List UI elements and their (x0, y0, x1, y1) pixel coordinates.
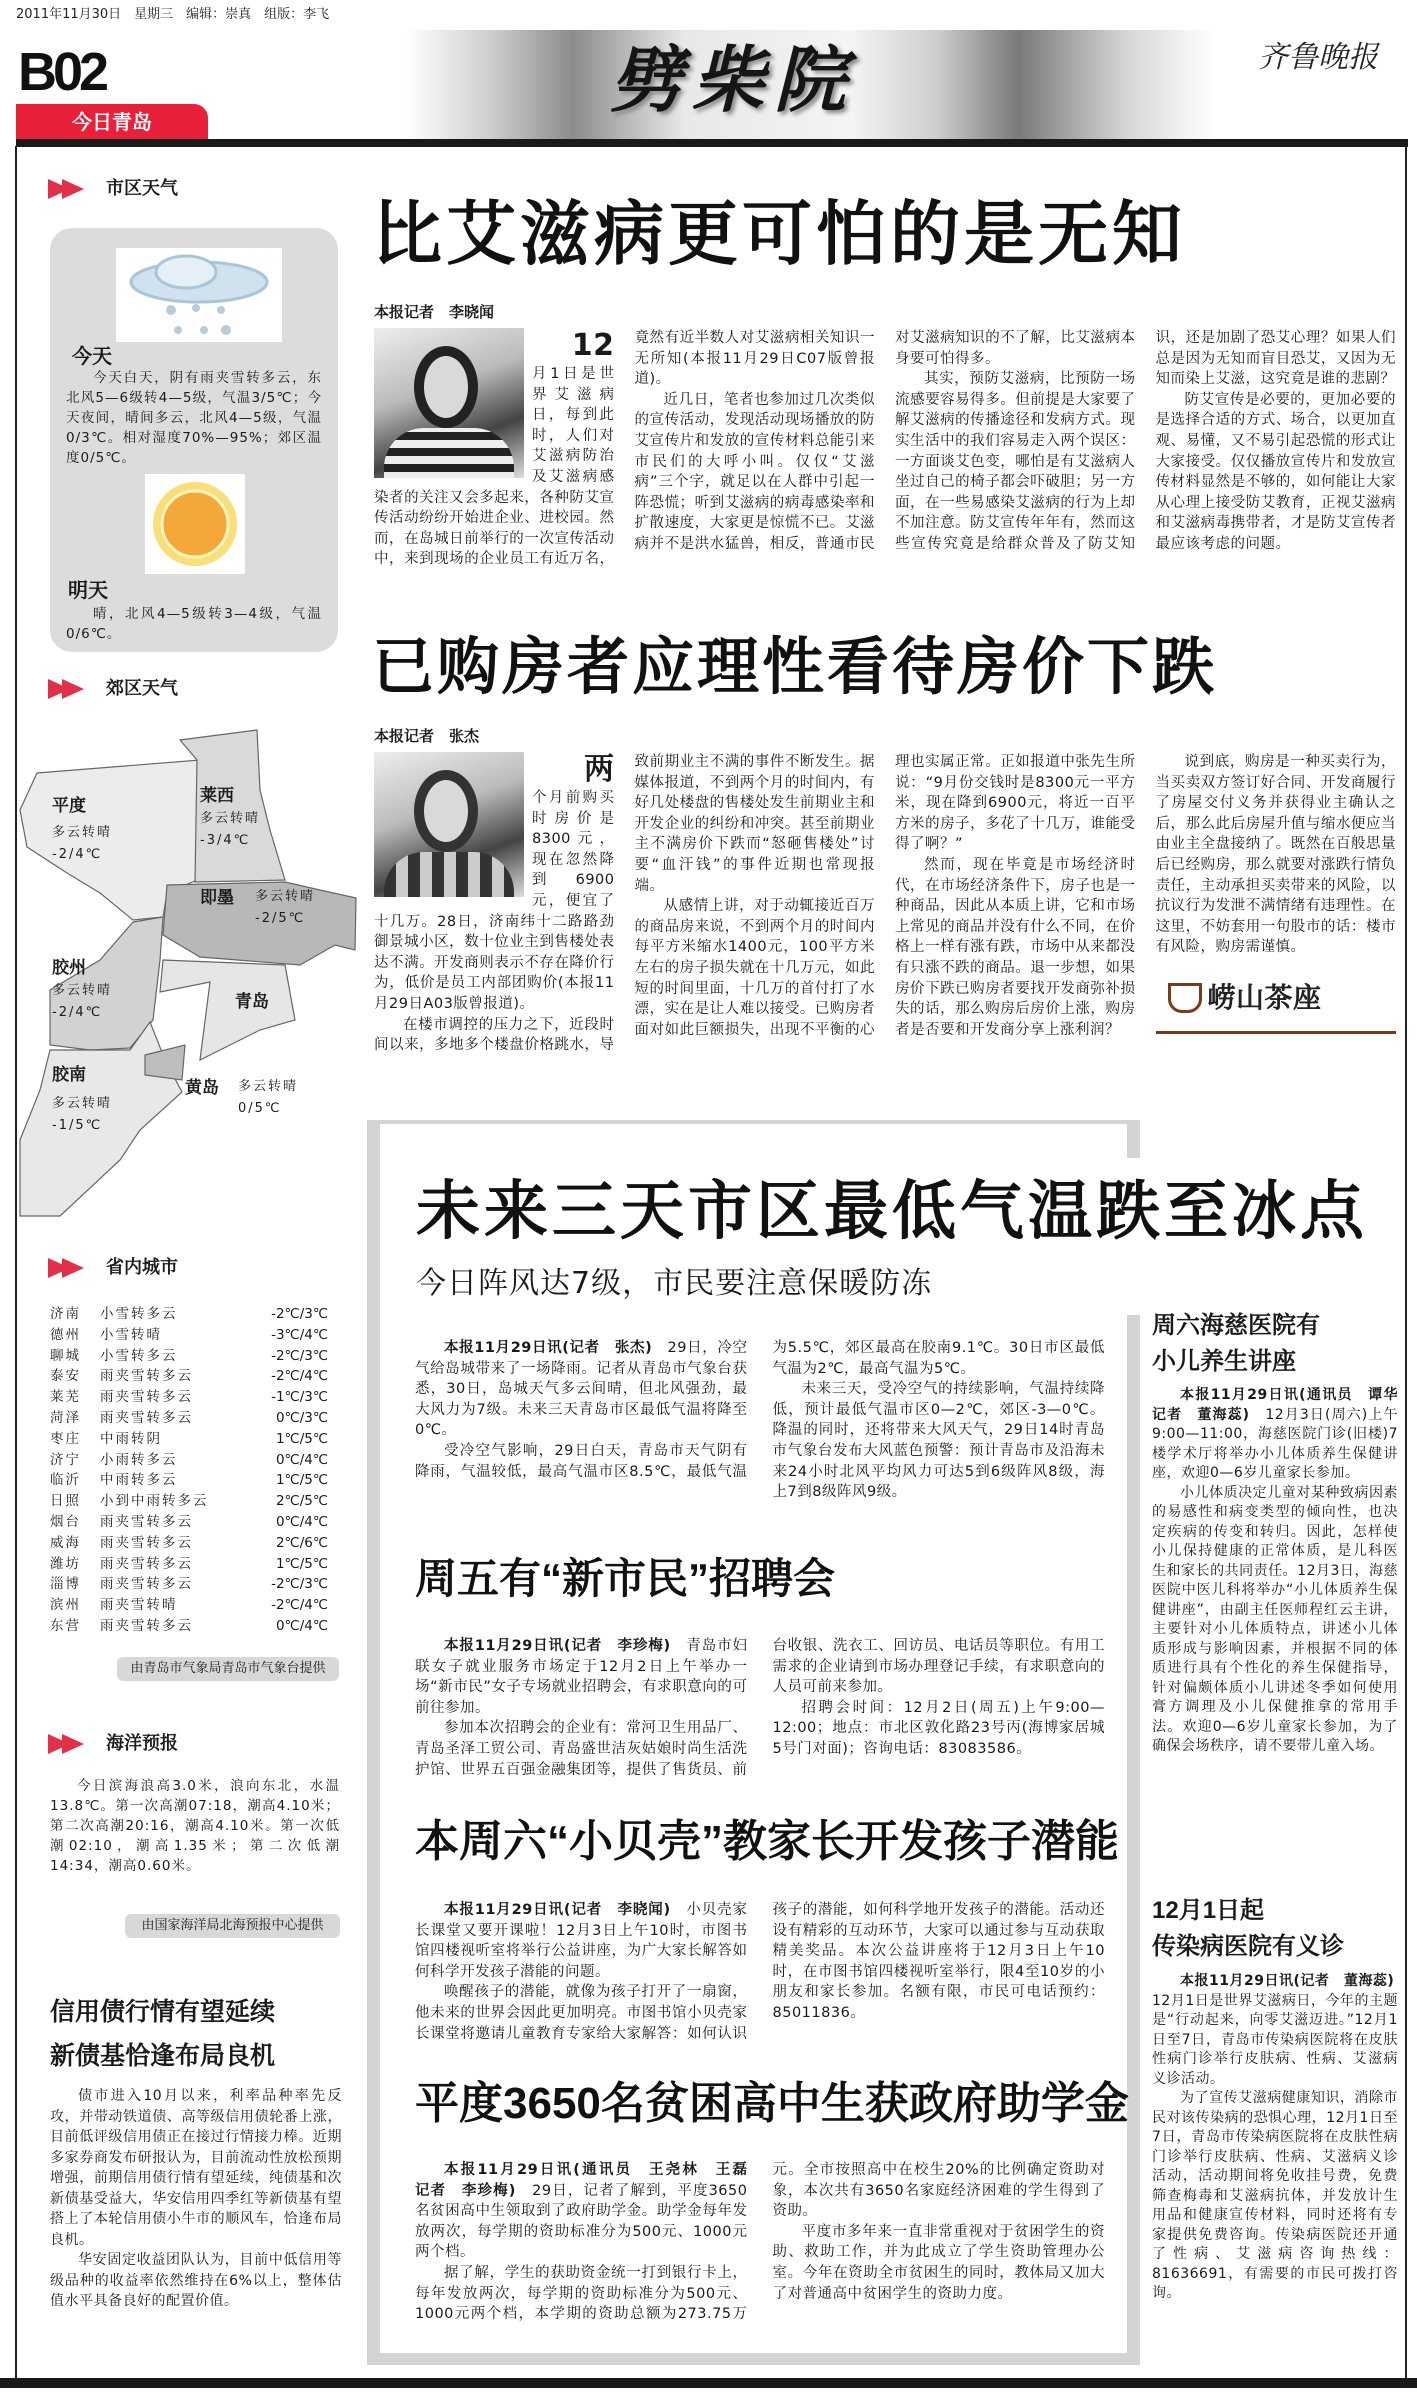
header-divider (16, 139, 1408, 147)
province-row (50, 1429, 328, 1450)
today-forecast-text: 今天白天，阴有雨夹雪转多云，东北风5—6级转4—5级，气温3/5℃；今天夜间，晴间多云，北风4—5级，气温0/3℃。相对湿度70%—95%；郊区温度0/5℃。 (66, 370, 322, 466)
headline-line-1: 周六海慈医院有 (1152, 1312, 1320, 1339)
map-region-weather: 多云转晴 (52, 983, 113, 998)
tomorrow-forecast-text: 晴，北风4—5级转3—4级，气温0/6℃。 (66, 606, 322, 642)
paragraph: 受冷空气影响，29日白天，青岛市天气阴有降雨，气温较低，最高气温市区8.5℃，最低气温为5.5℃，郊区最高在胶南9.1℃。30日市区最低气温为2℃，最高气温为5℃。 (415, 1340, 1105, 1480)
province-row (50, 1595, 328, 1616)
headline-line-1: 12月1日起 (1152, 1897, 1265, 1924)
province-row (50, 1616, 328, 1637)
housing-article-body (374, 752, 1396, 1056)
section-tab: 今日青岛 (16, 104, 208, 140)
ocean-forecast-header (48, 1733, 178, 1755)
city-name: 枣庄 (50, 1430, 81, 1447)
city-temp: 1℃/5℃ (275, 1430, 328, 1447)
map-region-temp: -2/5℃ (255, 911, 306, 926)
aids-article-body (374, 328, 1396, 570)
map-region-weather: 多云转晴 (255, 889, 316, 904)
paragraph: 小儿体质决定儿童对某种致病因素的易感性和病变类型的倾向性，也决定疾病的传变和转归。因此，怎样使小儿保持健康的正常体质，是儿科医生和家长的共同责任。12月3日，海慈医院中医儿科将举办“小儿体质养生保健讲座”，由副主任医师程红云主讲，主要针对小儿体质特点，讲述小儿体质形成与影响因素，并根据不同的体质进行具有个性化的养生保健指导，针对偏颇体质小儿讲述冬季如何使用膏方调理及小儿保健推拿的常用手法。欢迎0—6岁儿童家长参加，为了确保会场秩序，请不要带儿童入场。 (1152, 1484, 1398, 1754)
map-region-name: 莱西 (200, 786, 234, 806)
paragraph: 参加本次招聘会的企业有：常河卫生用品厂、青岛圣泽工贸公司、青岛盛世洁灰姑娘时尚生活洗护馆、世界五百强金融集团等，提供了售货员、前台收银、洗衣工、回访员、电话员等职位。有用工需求的企业请到市场办理登记手续，有求职意向的人员可前来参加。 (415, 1638, 1105, 1778)
city-temp: 2℃/5℃ (275, 1493, 328, 1510)
city-name: 德州 (50, 1326, 81, 1343)
dateline: 2011年11月30日 星期三 编辑：崇真 组版：李飞 (16, 7, 330, 22)
paragraph: 12月3日(周六)上午9:00—11:00，海慈医院门诊(旧楼)7楼学术厅将举办小儿体质养生保健讲座，欢迎0—6岁儿童家长参加。 (1152, 1406, 1398, 1481)
cold-headline: 未来三天市区最低气温跌至冰点 (416, 1175, 1368, 1247)
masthead-logo: 齐鲁晚报 (1258, 40, 1378, 75)
map-region-name: 平度 (52, 796, 86, 816)
city-name: 滨州 (50, 1597, 81, 1614)
paragraph: 小贝壳家长课堂又要开课啦！12月3日上午10时，市图书馆四楼视听室将举行公益讲座，为广大家长解答如何科学开发孩子潜能的问题。 (415, 1902, 748, 1980)
column-logo-text: 崂山茶座 (1207, 981, 1322, 1015)
city-temp: 0℃/4℃ (275, 1513, 328, 1530)
province-row (50, 1408, 328, 1429)
province-row (50, 1304, 328, 1325)
article-lead: 本报11月29日讯(记者 张杰) (444, 1340, 653, 1356)
city-temp: 1℃/5℃ (275, 1555, 328, 1572)
laoshan-tea-column-logo (1156, 966, 1397, 1034)
province-row (50, 1450, 328, 1471)
province-row (50, 1574, 328, 1595)
aids-byline: 本报记者 李晓闻 (374, 303, 495, 321)
paragraph: 从感情上讲，对于动辄接近百万的商品房来说，不到两个月的时间内每平方米缩水1400元，100平方米左右的房子损失就在十几万元，如此短的时间里面，十几万的首付打了水漂，实在是让人难以接受。已购房者面对如此巨额损失，出现不平衡的心理也实属正常。正如报道中张先生所说：“9月份交钱时是8300元一平方米，现在降到6900元，将近一百平方米的房子，多花了十几万，谁能受得了啊？” (634, 754, 1136, 1038)
bond-headline-line-2: 新债基恰逢布局良机 (50, 2042, 276, 2070)
dropcap: 12 (571, 328, 615, 363)
frame-right-top (1127, 1120, 1140, 1158)
paragraph: 华安固定收益团队认为，目前中低信用等级品种的收益率依然维持在6%以上，整体估值水平具备良好的配置价值。 (50, 2252, 342, 2309)
city-weather: 中雨转多云 (100, 1472, 178, 1489)
city-weather: 小雪转多云 (100, 1347, 178, 1364)
paragraph: 招聘会时间：12月2日(周五)上午9:00—12:00；地点：市北区敦化路23号丙(海博家居城5号门对面)；咨询电话：83083586。 (772, 1699, 1105, 1757)
section-title: 海洋预报 (106, 1733, 178, 1754)
grant-article-body (415, 2160, 1105, 2325)
jobs-article-body (415, 1636, 1105, 1780)
city-weather: 雨夹雪转晴 (100, 1597, 178, 1614)
city-temp: 0℃/3℃ (275, 1409, 328, 1426)
province-row (50, 1387, 328, 1408)
city-temp: 2℃/6℃ (275, 1534, 328, 1551)
city-name: 菏泽 (50, 1409, 81, 1426)
paragraph: 个月前购买时房价是8300元，现在忽然降到6900元，便宜了十几万。28日，济南纬十二路路劲御景城小区，数十位业主到售楼处表达不满。开发商则表示不存在降价行为，低价是员工内部团购价(本报11月29日A03版曾报道)。 (374, 790, 615, 1012)
suburb-weather-map (0, 660, 360, 1220)
province-row (50, 1554, 328, 1575)
headline-line-2: 小儿养生讲座 (1152, 1348, 1296, 1375)
city-temp: -2℃/4℃ (271, 1368, 328, 1385)
hospital-headline (1152, 1308, 1320, 1380)
province-row (50, 1325, 328, 1346)
frame-right (1127, 1315, 1140, 2365)
city-name: 日照 (50, 1493, 81, 1510)
city-weather: 小雪转多云 (100, 1306, 178, 1322)
city-name: 淄博 (50, 1576, 81, 1593)
weather-credit: 由青岛市气象局青岛市气象台提供 (117, 1657, 339, 1681)
map-region-weather: 多云转晴 (52, 1096, 113, 1111)
paragraph: 其实，预防艾滋病，比预防一场流感要容易得多。但前提是大家要了解艾滋病的传播途径和发病方式。现实生活中的我们容易走入两个误区：一方面谈艾色变，哪怕是有艾滋病人坐过自己的椅子都会吓破胆；另一方面，在一些易感染艾滋病的行为上却不加注意。防艾宣传年年有，然而这些宣传究竟是给群众普及了防艾知识，还是加剧了恐艾心理？如果人们总是因为无知而盲目恐艾，又因为无知而染上艾滋，这究竟是谁的悲剧？ (895, 330, 1396, 552)
rain-snow-cloud-icon (116, 248, 282, 342)
coffee-cup-icon (1168, 983, 1202, 1013)
city-name: 聊城 (50, 1347, 81, 1364)
section-title: 郊区天气 (106, 678, 178, 699)
city-name: 泰安 (50, 1368, 81, 1385)
city-weather: 小雪转晴 (100, 1326, 162, 1343)
hospital-article-body (1152, 1386, 1413, 1757)
paragraph: 青岛市妇联女子就业服务市场定于12月2日上午举办一场“新市民”女子专场就业招聘会，有求职意向的可前往参加。 (415, 1638, 748, 1716)
paragraph: 12月1日是世界艾滋病日，今年的主题是“行动起来，向零艾滋迈进。”12月1日至7日，青岛市传染病医院将在皮肤性病门诊举行皮肤病、性病、艾滋病义诊活动。 (1152, 1973, 1409, 2087)
aids-headline: 比艾滋病更可怕的是无知 (372, 195, 1186, 273)
page-border-right (1405, 146, 1407, 2384)
map-region-temp: -3/4℃ (200, 833, 251, 848)
province-row (50, 1470, 328, 1491)
frame-left (367, 1120, 380, 2365)
city-name: 潍坊 (50, 1555, 81, 1572)
ocean-forecast (50, 1776, 340, 1876)
city-name: 烟台 (50, 1513, 81, 1530)
map-region-weather: 多云转晴 (200, 811, 261, 826)
today-forecast (66, 368, 322, 468)
housing-headline: 已购房者应理性看待房价下跌 (372, 633, 1218, 702)
map-region-temp: -1/5℃ (52, 1118, 103, 1133)
shell-article-body (415, 1900, 1105, 2044)
region-laixi (180, 730, 285, 882)
map-region-temp: -2/4℃ (52, 1005, 103, 1020)
tomorrow-forecast (66, 604, 322, 644)
today-label: 今天 (72, 344, 112, 368)
shell-headline: 本周六“小贝壳”教家长开发孩子潜能 (415, 1817, 1119, 1866)
ocean-forecast-text: 今日滨海浪高3.0米，浪向东北，水温13.8℃。第一次高潮07:18，潮高4.10米；第二次高潮20:16，潮高4.10米。第一次低潮02:10，潮高1.35米；第二次低潮14:34，潮高0.60米。 (50, 1778, 340, 1874)
paragraph: 唤醒孩子的潜能，就像为孩子打开了一扇窗，他未来的世界会因此更加明亮。市图书馆小贝壳家长课堂将邀请儿童教育专家给大家解答：如何认识孩子的潜能，如何科学地开发孩子的潜能。活动还设有精彩的互动环节，大家可以通过参与互动获取精美奖品。本次公益讲座将于12月3日上午10时，在市图书馆四楼视听室举行，限4至10岁的小朋友和家长参加。名额有限，市民可电话预约：85011836。 (415, 1902, 1105, 2042)
city-temp: -3℃/4℃ (271, 1326, 328, 1343)
city-weather: 雨夹雪转多云 (100, 1576, 193, 1593)
city-weather: 雨夹雪转多云 (100, 1409, 193, 1426)
city-temp: 0℃/4℃ (275, 1451, 328, 1468)
paragraph: 为了宣传艾滋病健康知识，消除市民对该传染病的恐惧心理，12月1日至7日，青岛市传染病医院将在皮肤性病门诊举行皮肤病、性病、艾滋病义诊活动，活动期间将免收挂号费，免费筛查梅毒和艾滋病抗体，并发放计生用品和健康宣传材料，同时还将有专家提供免费咨询。传染病医院还开通了性病、艾滋病咨询热线：81636691，有需要的市民可拨打咨询。 (1152, 2090, 1398, 2301)
paragraph: 防艾宣传是必要的，更加必要的是选择合适的方式、场合，以更加直观、易懂，又不易引起恐慌的形式让大家接受。仅仅播放宣传片和发放宣传材料显然是不够的，如何能让大家从心理上接受防艾教育，正视艾滋病和艾滋病毒携带者，才是防艾宣传者最应该考虑的问题。 (1155, 391, 1396, 552)
map-region-name: 黄岛 (185, 1078, 219, 1098)
city-name: 临沂 (50, 1472, 81, 1489)
city-name: 东营 (50, 1617, 81, 1634)
headline-line-2: 传染病医院有义诊 (1152, 1933, 1344, 1960)
section-title: 市区天气 (106, 178, 178, 199)
city-temp: 0℃/4℃ (275, 1617, 328, 1634)
paragraph: 29日，冷空气给岛城带来了一场降雨。记者从青岛市气象台获悉，30日，岛城天气多云间晴，但北风强劲，最大风力为7级。未来三天青岛市区最低气温将降至0℃。 (415, 1340, 748, 1439)
jobs-headline: 周五有“新市民”招聘会 (415, 1555, 836, 1602)
frame-top (367, 1120, 1140, 1124)
frame-bottom (367, 2353, 1140, 2365)
city-name: 济南 (50, 1306, 81, 1322)
page-border-left (15, 146, 17, 2384)
footer-divider (0, 2378, 1417, 2388)
page-number: B02 (18, 42, 106, 102)
clinic-article-body (1152, 1972, 1409, 2304)
tomorrow-label: 明天 (68, 578, 108, 602)
article-lead: 本报11月29日讯(记者 李晓闻) (444, 1902, 671, 1918)
paragraph: 月1日是世界艾滋病日，每到此时，人们对艾滋病防治及艾滋病感染者的关注又会多起来，各种防艾宣传活动纷纷开始进企业、进校园。然而，在岛城日前举行的一次宣传活动中，来到现场的企业员工有近万名，竟然有近半数人对艾滋病相关知识一无所知(本报11月29日C07版曾报道)。 (374, 330, 875, 568)
bond-headline (50, 1990, 275, 2078)
paragraph: 在楼市调控的压力之下，近段时间以来，多地多个楼盘价格跳水，导致前期业主不满的事件不断发生。据媒体报道，不到两个月的时间内，有好几处楼盘的售楼处发生前期业主和开发企业的纠纷和冲突。甚至前期业主不满房价下跌而“怒砸售楼处”讨要“血汗钱”的事件近期也常现报端。 (374, 754, 875, 1054)
city-weather: 雨夹雪转多云 (100, 1389, 193, 1406)
paragraph: 29日，记者了解到，平度3650名贫困高中生领取到了政府助学金。助学金每年发放两次，每学期的资助标准分为500元、1000元两个档。 (415, 2182, 748, 2261)
map-region-temp: 0/5℃ (238, 1101, 282, 1116)
province-row (50, 1366, 328, 1387)
city-weather: 雨夹雪转多云 (100, 1534, 193, 1551)
cold-subtitle: 今日阵风达7级，市民要注意保暖防冻 (416, 1266, 933, 1301)
column-title-calligraphy: 劈柴院 (610, 37, 857, 122)
city-temp: 1℃/5℃ (275, 1472, 328, 1489)
reporter-photo (374, 328, 524, 478)
city-temp: -2℃/4℃ (271, 1597, 328, 1614)
clinic-headline (1152, 1893, 1344, 1965)
city-weather: 中雨转阴 (100, 1430, 162, 1447)
sun-icon (145, 474, 245, 574)
dropcap: 两 (584, 752, 615, 787)
province-row (50, 1533, 328, 1554)
city-name: 威海 (50, 1534, 81, 1551)
paragraph: 近几日，笔者也参加过几次类似的宣传活动，发现活动现场播放的防艾宣传片和发放的宣传材料总能引来市民们的大呼小叫。仅仅“艾滋病”三个字，就足以在人群中引起一阵恐慌；听到艾滋病的病毒感染率和扩散速度，大家更是惊慌不已。艾滋病并不是洪水猛兽，相反，普通市民对艾滋病知识的不了解，比艾滋病本身要可怕得多。 (634, 330, 1136, 552)
province-weather-table (50, 1304, 328, 1637)
bond-headline-line-1: 信用债行情有望延续 (50, 1998, 276, 2026)
map-region-name: 即墨 (200, 888, 234, 908)
reporter-photo (374, 752, 524, 897)
city-weather-header (48, 178, 178, 200)
section-title: 省内城市 (106, 1257, 178, 1278)
city-name: 莱芜 (50, 1389, 81, 1406)
article-lead: 本报11月29日讯(通讯员 谭华 记者 董海蕊) (1152, 1387, 1413, 1423)
city-weather: 小到中雨转多云 (100, 1493, 209, 1510)
region-qingdao (160, 960, 295, 1060)
cold-article-body (415, 1338, 1105, 1503)
paragraph: 债市进入10月以来，利率品种率先反攻，并带动铁道债、高等级信用债轮番上涨，目前低评级信用债正在接过行情接力棒。近期多家券商发布研报认为，目前流动性放松预期增强，前期信用债行情有望延续，纯债基和次新债基受益大，华安信用四季红等新债基有望搭上了本轮信用债小牛市的顺风车，恰逢布局良机。 (50, 2088, 342, 2248)
double-arrow-icon (48, 179, 92, 199)
paragraph: 据了解，学生的获助资金统一打到银行卡上，每年发放两次，每学期的资助标准分为500元、1000元两个档，本学期的资助总额为273.75万元。全市按照高中在校生20%的比例确定资助对象，本次共有3650名家庭经济困难的学生得到了资助。 (415, 2162, 1105, 2323)
city-weather: 雨夹雪转多云 (100, 1617, 193, 1634)
city-temp: -1℃/3℃ (271, 1389, 328, 1406)
province-row (50, 1491, 328, 1512)
city-weather: 雨夹雪转多云 (100, 1368, 193, 1385)
province-row (50, 1346, 328, 1367)
paragraph: 说到底，购房是一种买卖行为，当买卖双方签订好合同、开发商履行了房屋交付义务并获得业主确认之后，那么此后房屋升值与缩水便应当由业主全盘接纳了。既然在百般思量后已经购房，那么就要对涨跌行情负责任，主动承担买卖带来的风险，以抗议行为发泄不满情绪有违理性。在这里，不妨套用一句股市的话：楼市有风险，购房需谨慎。 (1155, 754, 1396, 956)
paragraph: 未来三天，受冷空气的持续影响，气温持续降低，预计最低气温市区0—2℃，郊区-3—0℃。降温的同时，还将带来大风天气，29日14时青岛市气象台发布大风蓝色预警：预计青岛市及沿海未来24小时北风平均风力可达5到6级阵风8级，海上7到8级阵风9级。 (772, 1381, 1105, 1501)
map-region-weather: 多云转晴 (52, 825, 113, 840)
ocean-credit: 由国家海洋局北海预报中心提供 (125, 1914, 340, 1938)
map-region-weather: 多云转晴 (238, 1079, 299, 1094)
article-lead: 本报11月29日讯(记者 董海蕊) (1180, 1973, 1395, 1989)
city-temp: -2℃/3℃ (271, 1576, 328, 1593)
housing-byline: 本报记者 张杰 (374, 727, 480, 745)
map-region-name: 胶南 (52, 1065, 86, 1085)
city-weather: 小雨转多云 (100, 1451, 178, 1468)
map-region-name: 胶州 (52, 958, 86, 978)
city-weather: 雨夹雪转多云 (100, 1555, 193, 1572)
city-temp: -2℃/3℃ (271, 1306, 328, 1322)
bond-article-body (50, 2086, 342, 2312)
city-name: 济宁 (50, 1451, 81, 1468)
map-region-temp: -2/4℃ (52, 847, 103, 862)
paragraph: 平度市多年来一直非常重视对于贫困学生的资助、救助工作，并为此成立了学生资助管理办公室。今年在资助全市贫困生的同时，教体局又加大了对普通高中贫困学生的资助力度。 (772, 2223, 1105, 2302)
double-arrow-icon (48, 1734, 92, 1754)
paragraph: 然而，现在毕竟是市场经济时代，在市场经济条件下，房子也是一种商品，因此从本质上讲，它和市场上常见的商品并没有什么不同，在价格上一样有涨有跌，市场中从来都没有只涨不跌的商品。退一步想，如果房价下跌已购房者要找开发商弥补损失的话，那么购房后房价上涨，购房者是否要和开发商分享上涨利润？ (895, 856, 1136, 1038)
city-weather: 雨夹雪转多云 (100, 1513, 193, 1530)
city-temp: -2℃/3℃ (271, 1347, 328, 1364)
article-lead: 本报11月29日讯(记者 李珍梅) (444, 1638, 671, 1654)
map-outline (0, 660, 360, 1220)
grant-headline: 平度3650名贫困高中生获政府助学金 (415, 2079, 1129, 2128)
province-row (50, 1512, 328, 1533)
double-arrow-icon (48, 1258, 92, 1278)
province-weather-header (48, 1257, 178, 1279)
article-lead: 本报11月29日讯(通讯员 王尧林 王磊 记者 李珍梅) (415, 2162, 763, 2199)
map-region-name: 青岛 (235, 992, 269, 1012)
